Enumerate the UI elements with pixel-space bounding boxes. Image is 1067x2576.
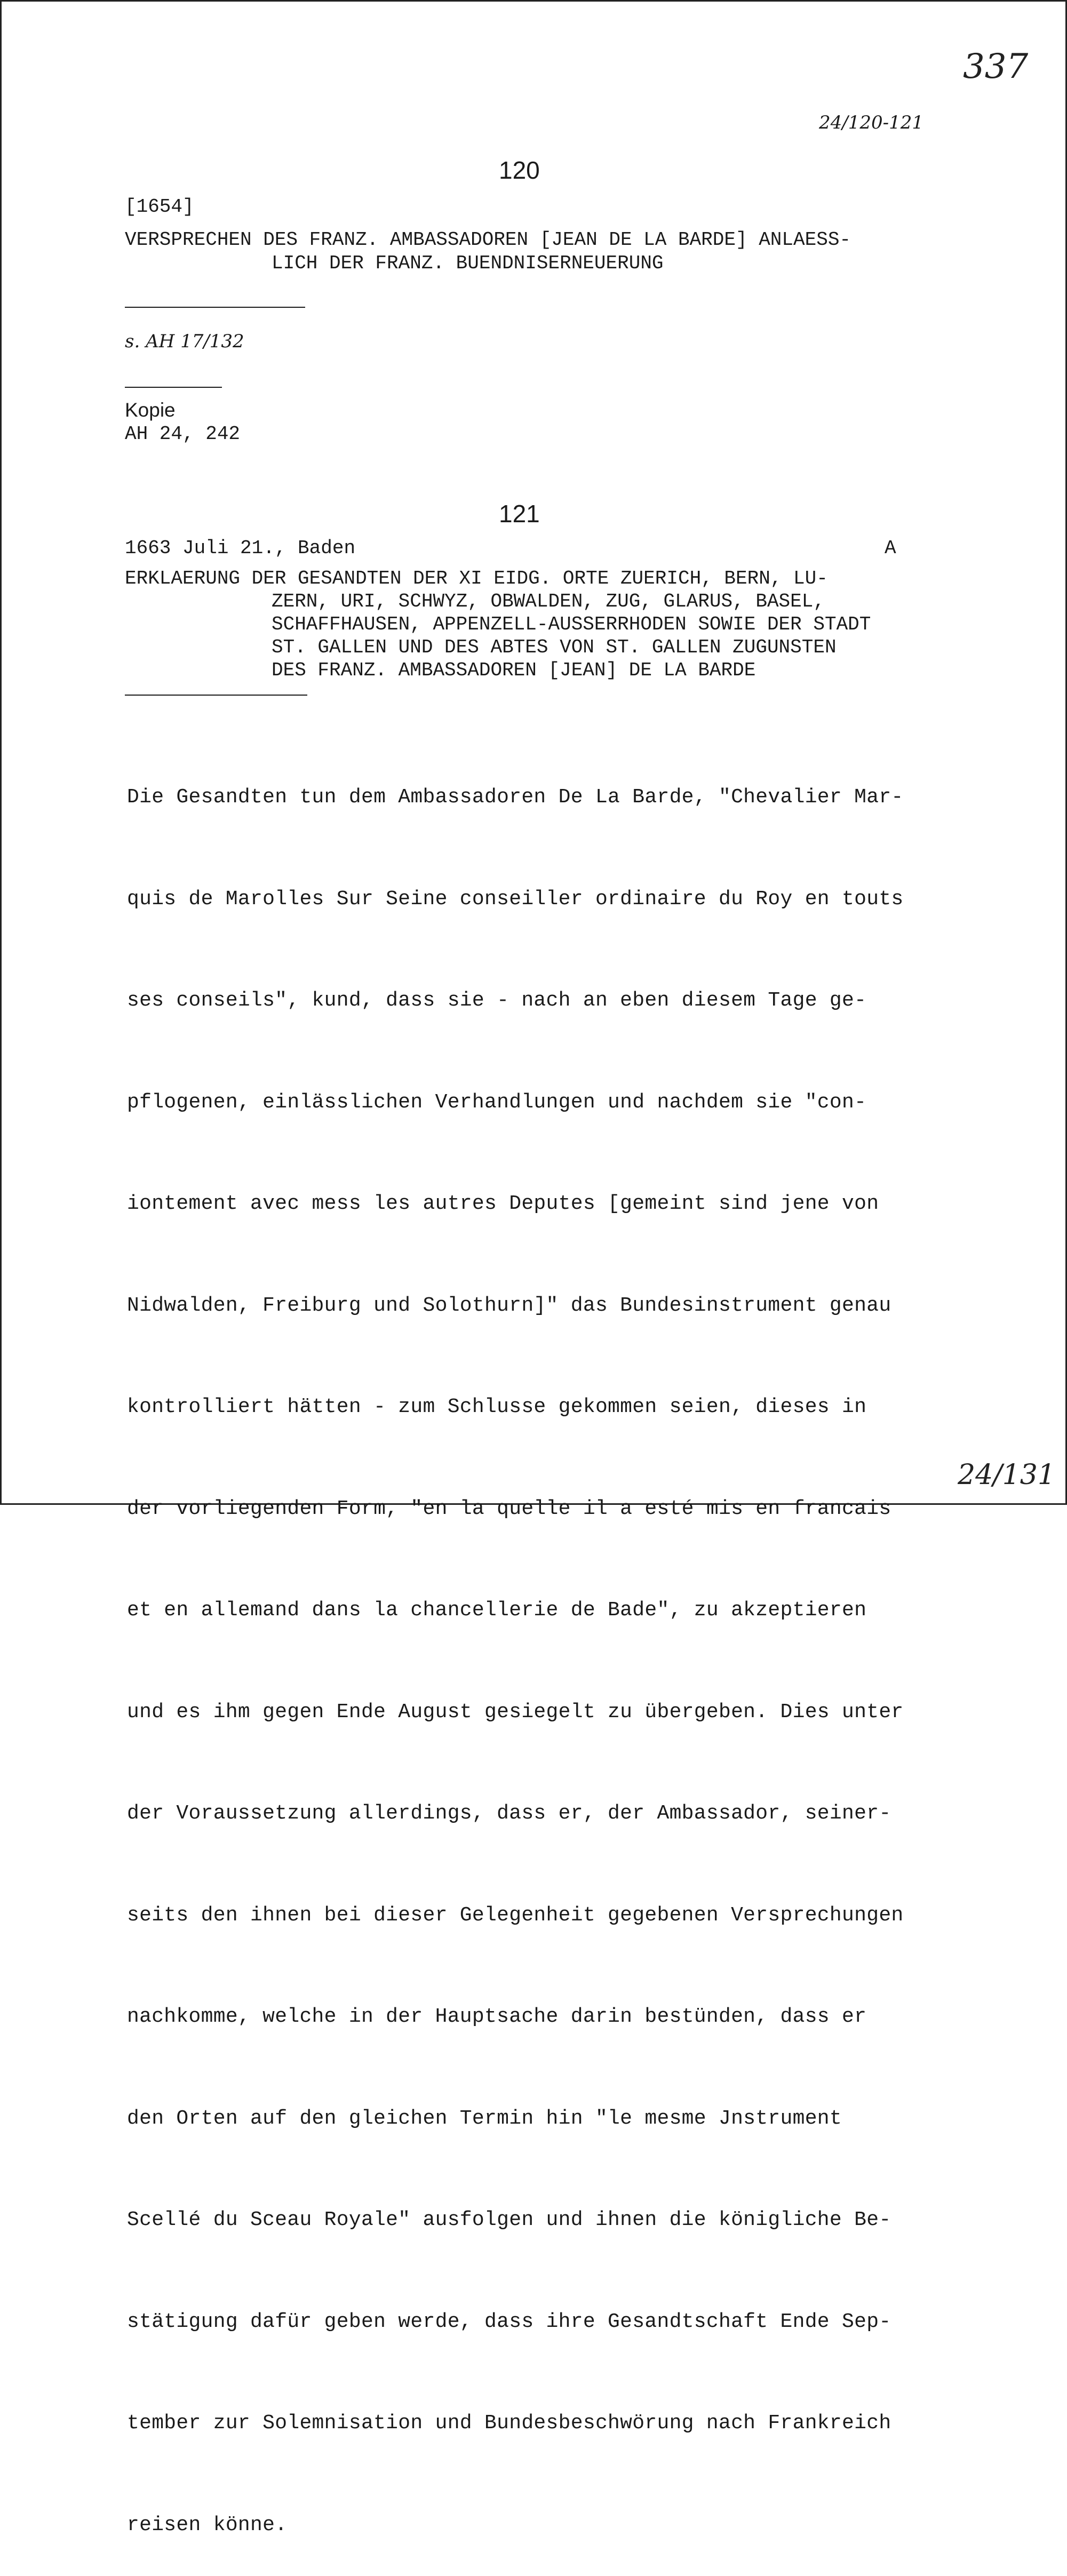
handwritten-folio-number-top: 337 — [963, 47, 1029, 86]
body-line: et en allemand dans la chancellerie de Bade", zu akzeptieren — [127, 1599, 867, 1622]
body-line: reisen könne. — [127, 2513, 288, 2537]
body-line: ses conseils", kund, dass sie - nach an eben diesem Tage ge- — [127, 989, 867, 1012]
body-line: Die Gesandten tun dem Ambassadoren De La Barde, "Chevalier Mar- — [127, 786, 904, 809]
body-line: pflogenen, einlässlichen Verhandlungen und nachdem sie "con- — [127, 1090, 867, 1114]
page-edge-left — [0, 0, 2, 1505]
body-line: quis de Marolles Sur Seine conseiller ordinaire du Roy en touts — [127, 887, 904, 911]
entry-120-number: 120 — [499, 156, 540, 184]
entry-121-date-place: 1663 Juli 21., Baden — [125, 537, 356, 559]
entry-120-source-ref: AH 24, 242 — [125, 423, 241, 445]
body-line: seits den ihnen bei dieser Gelegenheit gegebenen Versprechungen — [127, 1903, 904, 1927]
body-line: iontement avec mess les autres Deputes [gemeint sind jene von — [127, 1192, 879, 1215]
archive-reference: 24/120-121 — [819, 112, 923, 133]
body-line: stätigung dafür geben werde, dass ihre Gesandtschaft Ende Sep- — [127, 2310, 891, 2333]
body-line: nachkomme, welche in der Hauptsache darin bestünden, dass er — [127, 2005, 867, 2028]
entry-120-date: [1654] — [125, 196, 194, 218]
body-line: den Orten auf den gleichen Termin hin "le mesme Jnstrument — [127, 2107, 842, 2130]
entry-121-marker: A — [885, 537, 896, 559]
entry-121-title-line: ZERN, URI, SCHWYZ, OBWALDEN, ZUG, GLARUS, BASEL, — [272, 591, 825, 612]
entry-120-source-type: Kopie — [125, 399, 176, 421]
divider-rule — [125, 695, 307, 696]
body-line: kontrolliert hätten - zum Schlusse gekommen seien, dieses in — [127, 1395, 867, 1418]
entry-121-title-line: DES FRANZ. AMBASSADOREN [JEAN] DE LA BARDE — [272, 659, 756, 681]
entry-120-reference: s. AH 17/132 — [125, 331, 244, 352]
body-line: und es ihm gegen Ende August gesiegelt zu übergeben. Dies unter — [127, 1700, 904, 1724]
page-edge-top — [0, 0, 1067, 2]
body-line: Nidwalden, Freiburg und Solothurn]" das Bundesinstrument genau — [127, 1294, 891, 1317]
entry-120-title-line-1: VERSPRECHEN DES FRANZ. AMBASSADOREN [JEAN DE LA BARDE] ANLAESS- — [125, 229, 851, 251]
body-line: tember zur Solemnisation und Bundesbeschwörung nach Frankreich — [127, 2412, 891, 2435]
entry-121-title-line: ST. GALLEN UND DES ABTES VON ST. GALLEN ZUGUNSTEN — [272, 636, 837, 658]
entry-121-title-line: ERKLAERUNG DER GESANDTEN DER XI EIDG. ORTE ZUERICH, BERN, LU- — [125, 568, 828, 589]
divider-rule — [125, 387, 222, 388]
entry-121-body-text — [127, 713, 904, 2576]
entry-121-title-line: SCHAFFHAUSEN, APPENZELL-AUSSERRHODEN SOWIE DER STADT — [272, 613, 871, 635]
body-line: Scellé du Sceau Royale" ausfolgen und ihnen die königliche Be- — [127, 2208, 891, 2231]
body-line: der vorliegenden Form, "en la quelle il a esté mis en francais — [127, 1497, 891, 1520]
divider-rule — [125, 307, 305, 308]
body-line: der Voraussetzung allerdings, dass er, der Ambassador, seiner- — [127, 1802, 891, 1825]
handwritten-folio-number-bottom: 24/131 — [958, 1459, 1055, 1491]
entry-120-title-line-2: LICH DER FRANZ. BUENDNISERNEUERUNG — [272, 252, 664, 274]
entry-121-number: 121 — [499, 500, 540, 528]
